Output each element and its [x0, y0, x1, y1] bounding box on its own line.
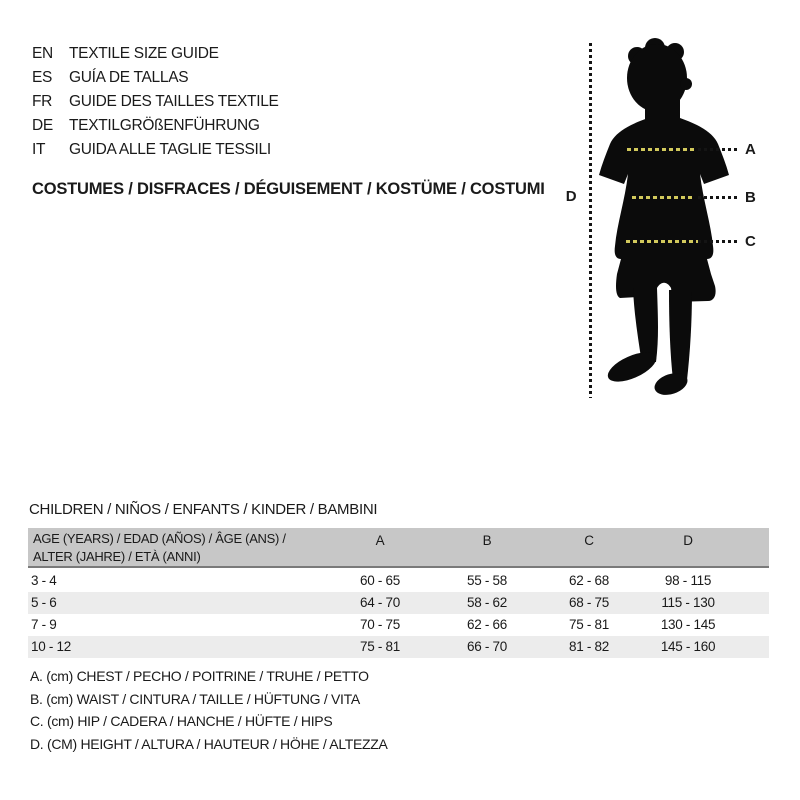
- legend-chest: A. (cm) CHEST / PECHO / POITRINE / TRUHE / PETTO: [30, 668, 369, 684]
- age-header-line1: AGE (YEARS) / EDAD (AÑOS) / ÂGE (ANS) /: [33, 531, 286, 546]
- language-code: FR: [32, 93, 53, 110]
- chest-cell: 60 - 65: [360, 573, 400, 588]
- hip-cell: 75 - 81: [569, 617, 609, 632]
- chest-cell: 70 - 75: [360, 617, 400, 632]
- hip-cell: 62 - 68: [569, 573, 609, 588]
- height-cell: 145 - 160: [660, 639, 716, 654]
- language-code: EN: [32, 45, 53, 62]
- table-row: [28, 614, 769, 636]
- list-item: [32, 42, 279, 66]
- age-cell: 10 - 12: [31, 639, 71, 654]
- waist-measure-line: [632, 196, 692, 199]
- child-silhouette-figure: [595, 38, 765, 398]
- table-body: [28, 570, 769, 658]
- age-header-line2: ALTER (JAHRE) / ETÀ (ANNI): [33, 549, 201, 564]
- list-item: [32, 138, 279, 162]
- language-code: ES: [32, 69, 53, 86]
- child-silhouette-image: [595, 38, 765, 398]
- language-title-list: [32, 42, 279, 162]
- age-cell: 7 - 9: [31, 617, 57, 632]
- waist-leader-line: [698, 196, 740, 199]
- list-item: [32, 90, 279, 114]
- language-code: DE: [32, 117, 53, 134]
- language-title: GUÍA DE TALLAS: [69, 69, 189, 86]
- waist-cell: 55 - 58: [467, 573, 507, 588]
- column-header-b: B: [482, 533, 492, 548]
- column-header-d: D: [683, 533, 693, 548]
- legend-height: D. (CM) HEIGHT / ALTURA / HAUTEUR / HÖHE / ALTEZZA: [30, 735, 388, 752]
- legend-waist: B. (cm) WAIST / CINTURA / TAILLE / HÜFTUNG / VITA: [30, 690, 360, 707]
- waist-cell: 62 - 66: [467, 617, 507, 632]
- chest-leader-line: [698, 148, 740, 151]
- chest-measure-line: [627, 148, 697, 151]
- height-cell: 115 - 130: [661, 595, 715, 610]
- table-header-row: [28, 528, 769, 568]
- table-row: [28, 570, 769, 592]
- measurement-label-b: B: [745, 189, 756, 206]
- language-title: GUIDA ALLE TAGLIE TESSILI: [69, 141, 271, 158]
- table-row: [28, 636, 769, 658]
- list-item: [32, 114, 279, 138]
- chest-cell: 75 - 81: [360, 639, 400, 654]
- measurement-legend: [30, 665, 388, 755]
- height-dotted-line: [589, 43, 592, 398]
- column-header-c: C: [584, 533, 594, 548]
- list-item: [32, 66, 279, 90]
- age-cell: 5 - 6: [31, 595, 57, 610]
- language-title: GUIDE DES TAILLES TEXTILE: [69, 93, 279, 110]
- measurement-label-d: D: [565, 188, 577, 205]
- hip-cell: 81 - 82: [569, 639, 609, 654]
- language-title: TEXTILE SIZE GUIDE: [69, 45, 219, 62]
- hip-measure-line: [626, 240, 698, 243]
- measurement-label-a: A: [745, 141, 756, 158]
- measurement-label-c: C: [745, 233, 756, 250]
- language-code: IT: [32, 141, 46, 158]
- height-cell: 98 - 115: [664, 573, 712, 588]
- table-title: CHILDREN / NIÑOS / ENFANTS / KINDER / BAMBINI: [29, 501, 378, 518]
- column-header-a: A: [375, 533, 385, 548]
- category-heading: COSTUMES / DISFRACES / DÉGUISEMENT / KOSTÜME / COSTUMI: [32, 180, 545, 198]
- age-cell: 3 - 4: [31, 573, 57, 588]
- table-row: [28, 592, 769, 614]
- language-title: TEXTILGRÖßENFÜHRUNG: [69, 117, 260, 134]
- chest-cell: 64 - 70: [360, 595, 400, 610]
- waist-cell: 66 - 70: [467, 639, 507, 654]
- hip-cell: 68 - 75: [569, 595, 609, 610]
- hip-leader-line: [698, 240, 740, 243]
- height-cell: 130 - 145: [660, 617, 716, 632]
- legend-hip: C. (cm) HIP / CADERA / HANCHE / HÜFTE / HIPS: [30, 713, 333, 729]
- waist-cell: 58 - 62: [467, 595, 507, 610]
